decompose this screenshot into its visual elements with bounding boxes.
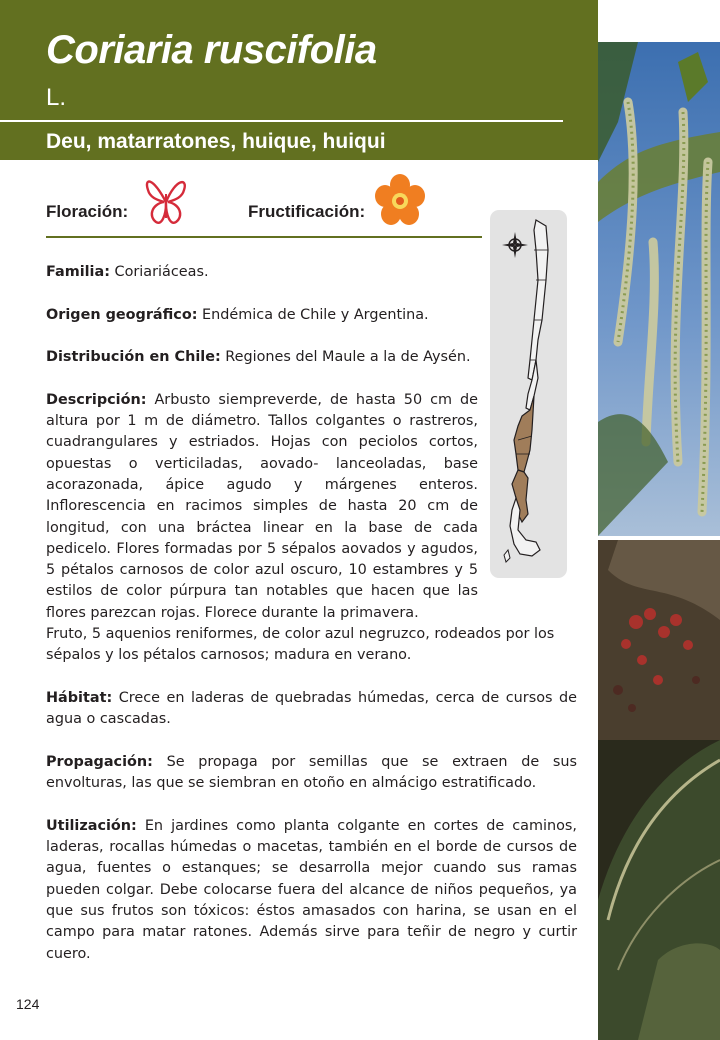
species-name: Coriaria ruscifolia [46,28,377,72]
flower-icon [374,174,426,230]
habitat-paragraph: Hábitat: Crece en laderas de quebradas húmedas, cerca de cursos de agua o cascadas. [46,689,577,728]
use-paragraph: Utilización: En jardines como planta colgante en cortes de caminos, laderas, rocallas húmedas o macetas, también en el borde de cursos de agua, fuentes o estanques; se desarrolla mejor cuando sus ramas pueden colgar. Debe colocarse fuera del alcance de niños pequeños, ya que sus frutos son tóxicos: éstos amasados con harina, se usan en el campo para matar ratones. Además sirve para teñir de negro y curtir cuero. [46,817,577,962]
flowering-label: Floración: [46,202,129,221]
family-paragraph: Familia: Coriariáceas. [46,264,209,280]
distribution-paragraph: Distribución en Chile: Regiones del Maule a la de Aysén. [46,349,471,366]
fruiting-label: Fructificación: [248,202,366,221]
header-divider [0,120,563,122]
photo-fruits-leaves [598,540,720,1040]
butterfly-icon [142,172,190,232]
propagation-paragraph: Propagación: Se propaga por semillas que se extraen de sus envolturas, las que se siembran en otoño en almácigo estratificado. [46,753,577,792]
species-description [46,262,577,986]
common-names: Deu, matarratones, huique, huiqui [46,130,386,153]
species-author: L. [46,84,67,111]
description-paragraph-continued: Fruto, 5 aquenios reniformes, de color azul negruzco, rodeados por los sépalos y los pétalos carnosos; madura en verano. [46,626,555,664]
description-paragraph: Descripción: Arbusto siempreverde, de hasta 50 cm de altura por 1 m de diámetro. Tallos colgantes o rastreros, cuadrangulares y estriados. Hojas con peciolos cortos, opuestas o verticiladas, aovado- lanceoladas, base acorazonada, ápice agudo y márgenes enteros. Inflorescencia en racimos simples de hasta 20 cm de longitud, con una bráctea linear en la base de cada pedicelo. Flores formadas por 5 sépalos aovados y agudos, 5 pétalos carnosos de color azul oscuro, 10 estambres y 5 estilos de color púrpura tan notables que hacen que las flores parezcan rojas. Florece durante la primavera. [46,391,478,621]
photo-flower-racemes [598,42,720,536]
page-number: 124 [16,996,40,1012]
section-divider [46,236,482,238]
origin-paragraph: Origen geográfico: Endémica de Chile y Argentina. [46,306,429,323]
